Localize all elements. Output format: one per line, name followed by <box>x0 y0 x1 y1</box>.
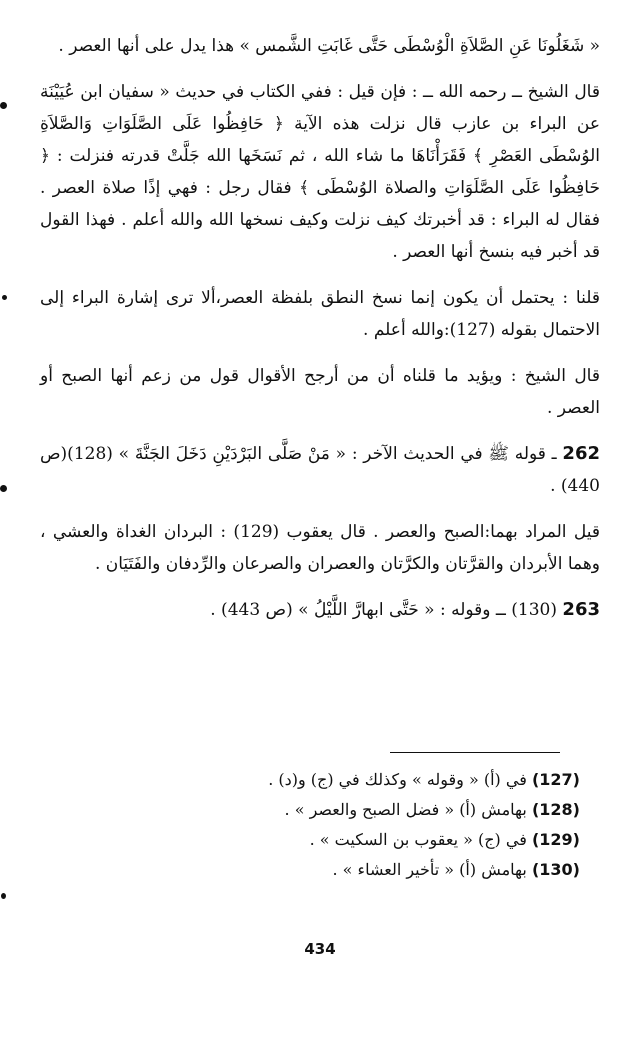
footnote-129 <box>40 825 580 855</box>
paragraph-2: قال الشيخ ــ رحمه الله ــ : فإن قيل : ففي الكتاب في حديث « سفيان ابن عُيَيْنَة عن البراء بن عازب قال نزلت هذه الآية ﴿ حَافِظُوا عَلَى الصَّلَوَاتِ وَالصَّلاَةِ الوُسْطَى العَصْرِ ﴾ فَقَرَأْنَاهَا ما شاء الله ، ثم نَسَخَها الله جَلَّتْ قدرته فنزلت : ﴿ حَافِظُوا عَلَى الصَّلَوَاتِ والصلاة الوُسْطَى ﴾ فقال رجل : فهي إذًا صلاة العصر . فقال له البراء : قد أخبرتك كيف نزلت وكيف نسخها الله والله أعلم . فهذا القول قد أخبر فيه بنسخ أنها العصر . <box>40 82 600 262</box>
footnote-127-number: (127) <box>531 770 580 789</box>
footnote-128-text: بهامش (أ) « فضل الصبح والعصر » . <box>284 800 527 819</box>
section-263 <box>40 594 600 626</box>
footnotes <box>40 765 580 885</box>
scan-mark-3 <box>0 485 7 492</box>
footnote-129-number: (129) <box>531 830 580 849</box>
page-number: 434 <box>304 940 336 958</box>
section-262-number: 262 <box>562 443 600 464</box>
scan-mark-1 <box>0 102 7 109</box>
footnote-130-number: (130) <box>531 860 580 879</box>
footnote-130 <box>40 855 580 885</box>
footnote-129-text: في (ج) « يعقوب بن السكيت » . <box>309 830 527 849</box>
footnote-128-number: (128) <box>531 800 580 819</box>
paragraph-1: « شَغَلُونَا عَنِ الصَّلاَةِ الْوُسْطَى حَتَّى غَابَتِ الشَّمس » هذا يدل على أنها العصر . <box>58 36 600 56</box>
section-262-text: ـ قوله ﷺ في الحديث الآخر : « مَنْ صَلَّى البَرْدَيْنِ دَخَلَ الجَنَّةَ » (128)(ص 440) . <box>40 444 600 496</box>
footnote-130-text: بهامش (أ) « تأخير العشاء » . <box>332 860 527 879</box>
paragraph-4: قال الشيخ : ويؤيد ما قلناه أن من أرجح الأقوال قول من زعم أنها الصبح أو العصر . <box>40 366 600 418</box>
section-263-text: (130) ــ وقوله : « حَتَّى ابهارَّ اللَّيْلُ » (ص 443) . <box>210 600 558 620</box>
footnote-128 <box>40 795 580 825</box>
section-263-number: 263 <box>562 599 600 620</box>
scan-mark-2 <box>2 295 7 300</box>
section-262 <box>40 438 600 502</box>
page-body <box>40 30 600 626</box>
footnote-divider <box>390 752 560 753</box>
paragraph-3: قلنا : يحتمل أن يكون إنما نسخ النطق بلفظة العصر،ألا ترى إشارة البراء إلى الاحتمال بقوله (127):والله أعلم . <box>40 288 600 340</box>
footnote-127-text: في (أ) « وقوله » وكذلك في (ج) و(د) . <box>268 770 527 789</box>
scan-mark-4 <box>1 893 6 899</box>
paragraph-5: قيل المراد بهما:الصبح والعصر . قال يعقوب (129) : البردان الغداة والعشي ، وهما الأبردان والقرَّتان والكرَّتان والعصران والصرعان والرِّدفان والفَتَيَان . <box>40 522 600 574</box>
footnote-127 <box>40 765 580 795</box>
